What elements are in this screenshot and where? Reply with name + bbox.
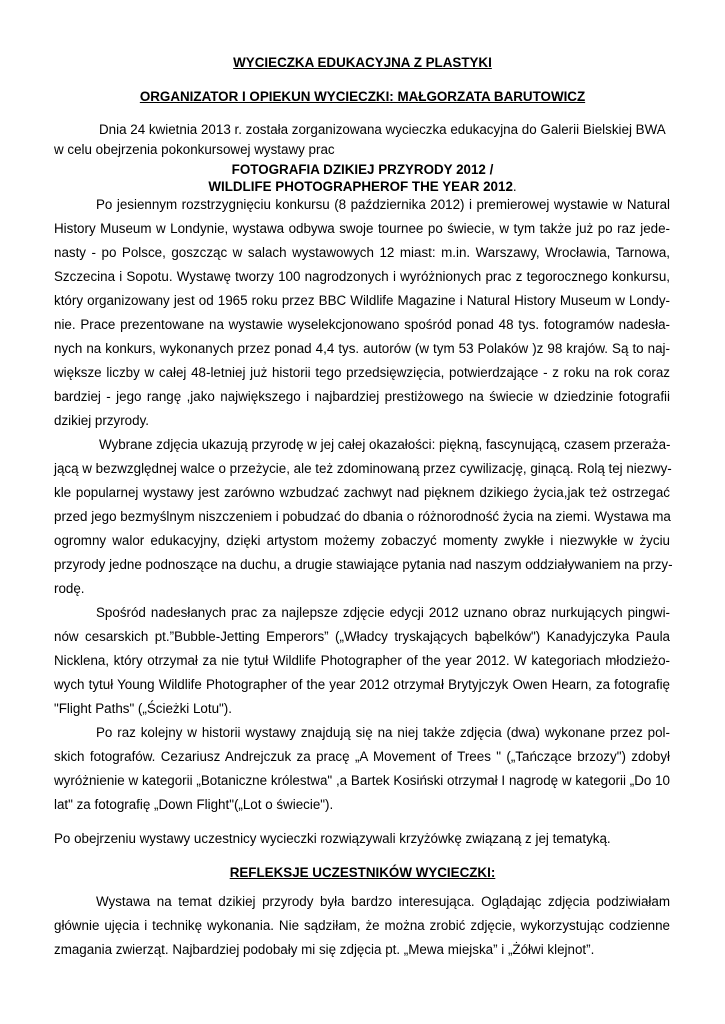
paragraph-line: wyróżnienie w kategorii „Botaniczne królestwa" ,a Bartek Kosiński otrzymał I nagrodę w kategorii „Do 10 xyxy=(54,773,670,788)
paragraph-line: Wystawa na temat dzikiej przyrody była bardzo interesująca. Oglądając zdjęcia podziwiałam xyxy=(96,894,670,909)
exhibition-title: FOTOGRAFIA DZIKIEJ PRZYRODY 2012 / xyxy=(231,162,494,177)
intro-line: Dnia 24 kwietnia 2013 r. została zorganizowana wycieczka edukacyjna do Galerii Bielskiej BWA xyxy=(99,122,666,137)
paragraph-line: Po raz kolejny w historii wystawy znajdują się na niej także zdjęcia (dwa) wykonane przez pol- xyxy=(96,725,670,740)
paragraph-line: wych tytuł Young Wildlife Photographer of the year 2012 otrzymał Brytyjczyk Owen Hearn, za fotografię xyxy=(54,677,670,692)
document-title: WYCIECZKA EDUKACYJNA Z PLASTYKI xyxy=(233,55,492,70)
paragraph-line: Po jesiennym rozstrzygnięciu konkursu (8 października 2012) i premierowej wystawie w Natural xyxy=(96,197,670,212)
paragraph-line: skich fotografów. Cezariusz Andrejczuk za pracę „A Movement of Trees " („Tańczące brzozy") zdobył xyxy=(54,749,670,764)
paragraph-line: Spośród nadesłanych prac za najlepsze zdjęcie edycji 2012 uznano obraz nurkujących pingwi- xyxy=(96,605,670,620)
paragraph-line: jącą w bezwzględnej walce o przeżycie, ale też zdominowaną przez cywilizację, ginącą. Rolą tej niezwy- xyxy=(54,461,672,476)
paragraph-line: nów cesarskich pt.”Bubble-Jetting Emperors” („Władcy tryskających bąbelków") Kanadyjczyka Paula xyxy=(54,629,670,644)
paragraph-line: Wybrane zdjęcia ukazują przyrodę w jej całej okazałości: piękną, fascynującą, czasem przeraża- xyxy=(99,437,671,452)
intro-line: w celu obejrzenia pokonkursowej wystawy prac xyxy=(54,142,335,157)
paragraph-line: nasty - po Polsce, goszcząc w salach wystawowych 12 miast: m.in. Warszawy, Wrocławia, Tarnowa, xyxy=(54,245,670,260)
paragraph-line: większe liczby w całej 48-letniej już historii tego przedsięwzięcia, potwierdzające - z roku na rok coraz xyxy=(54,365,670,380)
paragraph-line: bardziej - jego rangę ,jako największego i najbardziej prestiżowego na świecie w dziedzinie fotografii xyxy=(54,389,670,404)
paragraph-line: który organizowany jest od 1965 roku przez BBC Wildlife Magazine i Natural History Museum w Londy- xyxy=(54,293,670,308)
organizer-heading: ORGANIZATOR I OPIEKUN WYCIECZKI: MAŁGORZATA BARUTOWICZ xyxy=(139,89,586,104)
paragraph-line: lat" za fotografię „Down Flight"(„Lot o świecie"). xyxy=(54,797,334,812)
paragraph-line: Nicklena, który otrzymał za nie tytuł Wildlife Photographer of the year 2012. W kategoriach młodzieżo- xyxy=(54,653,670,668)
paragraph-line: rodę. xyxy=(54,581,85,596)
paragraph-line: dzikiej przyrody. xyxy=(54,413,150,428)
paragraph-line: "Flight Paths" („Ścieżki Lotu"). xyxy=(54,701,232,716)
paragraph-line: przed jego bezmyślnym niszczeniem i pobudzać do dbania o różnorodność życia na ziemi. Wystawa ma xyxy=(54,509,671,524)
paragraph-line: History Museum w Londynie, wystawa odbywa swoje tournee po świecie, w tym także już po raz jede- xyxy=(54,221,670,236)
paragraph-line: ogromny walor edukacyjny, dzięki artystom możemy zobaczyć momenty zwykłe i niezwykłe w życiu xyxy=(54,533,670,548)
paragraph-line: nie. Prace prezentowane na wystawie wyselekcjonowano spośród ponad 48 tys. fotogramów nadesła- xyxy=(54,317,670,332)
paragraph-line: nych na konkurs, wykonanych przez ponad 4,4 tys. autorów (w tym 53 Polaków )z 98 krajów. Są to naj- xyxy=(54,341,670,356)
paragraph-line: przyrody jedne podnoszące na duchu, a drugie stawiające pytania nad naszym oddziaływaniem na przy- xyxy=(54,557,673,572)
exhibition-title-en-text: WILDLIFE PHOTOGRAPHEROF THE YEAR 2012 xyxy=(208,179,513,194)
paragraph-line: Po obejrzeniu wystawy uczestnicy wycieczki rozwiązywali krzyżówkę związaną z jej tematyką. xyxy=(54,831,611,846)
paragraph-line: kle popularnej wystawy jest zarówno wzbudzać zachwyt nad pięknem dzikiego życia,jak też ostrzegać xyxy=(54,485,670,500)
paragraph-line: głównie ujęcia i technikę wykonania. Nie sądziłam, że można zrobić zdjęcie, wykorzystując codzienne xyxy=(54,918,670,933)
exhibition-title-period: . xyxy=(512,179,517,194)
paragraph-line: zmagania zwierząt. Najbardziej podobały mi się zdjęcia pt. „Mewa miejska” i „Żółwi klejnot”. xyxy=(54,942,595,957)
reflections-heading: REFLEKSJE UCZESTNIKÓW WYCIECZKI: xyxy=(229,865,496,880)
exhibition-title-en xyxy=(0,178,725,195)
paragraph-line: Szczecina i Sopotu. Wystawę tworzy 100 nagrodzonych i wyróżnionych prac z tegorocznego konkursu, xyxy=(54,269,670,284)
